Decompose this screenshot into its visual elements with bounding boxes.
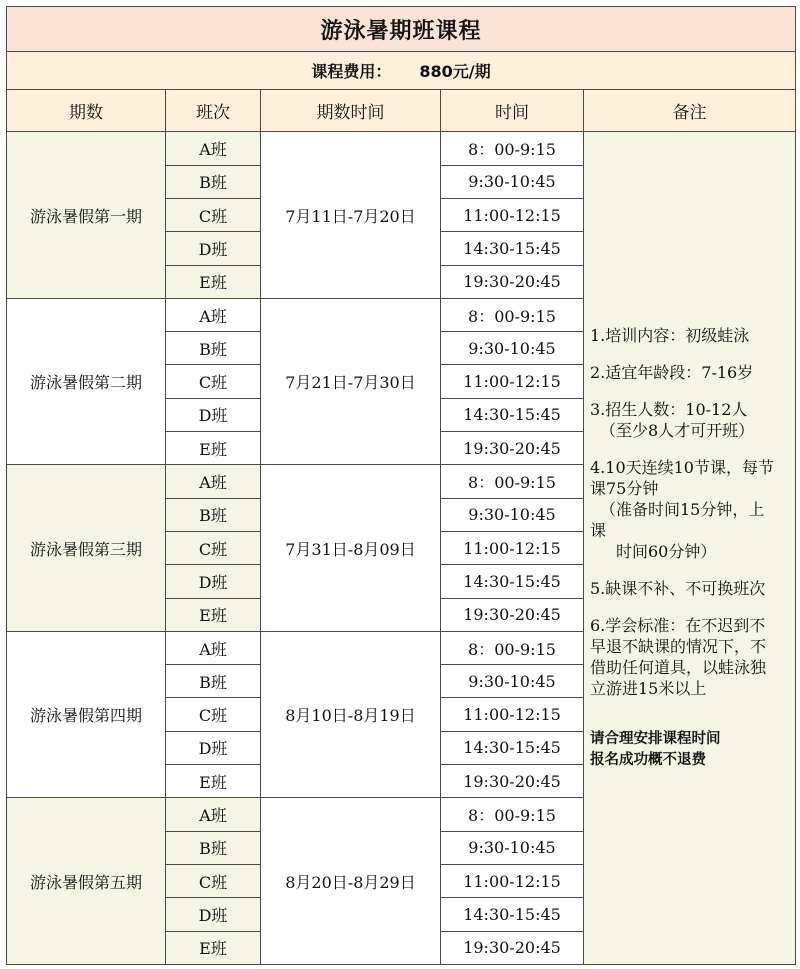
header-session: 期数 [7,90,166,132]
class-label: B班 [166,831,261,864]
class-time: 14:30-15:45 [441,565,584,598]
session-name: 游泳暑假第一期 [7,132,166,298]
class-label: E班 [166,931,261,964]
class-time: 8：00-9:15 [441,132,584,165]
class-label: C班 [166,864,261,897]
note-line: 5.缺课不补、不可换班次 [590,579,766,599]
session-dates: 8月10日-8月19日 [261,631,441,797]
header-class: 班次 [166,90,261,132]
class-time: 9:30-10:45 [441,498,584,531]
class-time: 9:30-10:45 [441,165,584,198]
note-item [590,578,789,599]
class-time: 11:00-12:15 [441,531,584,564]
notes-cell [584,132,796,965]
note-item [590,325,789,346]
note-line: 2.适宜年龄段：7-16岁 [590,363,754,383]
class-label: D班 [166,398,261,431]
note-line: 6.学会标准：在不迟到不 [590,616,766,636]
important-notice [590,729,789,771]
class-label: A班 [166,798,261,831]
bold-note: 请合理安排课程时间 [590,731,721,748]
class-label: D班 [166,731,261,764]
note-line: 4.10天连续10节课，每节 [590,458,774,478]
note-line: （至少8人才可开班） [600,421,755,441]
class-time: 14:30-15:45 [441,731,584,764]
session-dates: 7月11日-7月20日 [261,132,441,298]
class-time: 19:30-20:45 [441,265,584,298]
class-time: 9:30-10:45 [441,831,584,864]
class-label: B班 [166,165,261,198]
note-line: 1.培训内容：初级蛙泳 [590,326,750,346]
header-time: 时间 [441,90,584,132]
page-title: 游泳暑期班课程 [7,7,796,52]
class-label: C班 [166,199,261,232]
session-name: 游泳暑假第二期 [7,298,166,464]
session-name: 游泳暑假第三期 [7,465,166,631]
header-notes: 备注 [584,90,796,132]
session-name: 游泳暑假第四期 [7,631,166,797]
note-line: 3.招生人数：10-12人 [590,400,748,420]
class-time: 8：00-9:15 [441,298,584,331]
class-time: 11:00-12:15 [441,864,584,897]
class-label: D班 [166,232,261,265]
class-label: D班 [166,565,261,598]
note-line: （准备时间15分钟，上 [600,500,765,520]
class-label: C班 [166,531,261,564]
fee-row [7,52,796,90]
fee-label: 课程费用： [311,62,392,82]
class-label: E班 [166,432,261,465]
class-label: A班 [166,298,261,331]
session-dates: 7月31日-8月09日 [261,465,441,631]
class-label: B班 [166,332,261,365]
class-time: 14:30-15:45 [441,398,584,431]
class-label: A班 [166,465,261,498]
class-label: E班 [166,765,261,798]
class-time: 19:30-20:45 [441,931,584,964]
course-fee [7,52,796,90]
note-line: 课75分钟 [590,479,659,499]
class-time: 19:30-20:45 [441,765,584,798]
class-time: 9:30-10:45 [441,332,584,365]
session-dates: 7月21日-7月30日 [261,298,441,464]
column-header-row [7,90,796,132]
class-label: B班 [166,665,261,698]
class-label: E班 [166,598,261,631]
title-row [7,7,796,52]
class-time: 8：00-9:15 [441,631,584,664]
class-time: 11:00-12:15 [441,698,584,731]
course-schedule-table [6,6,796,965]
class-label: A班 [166,132,261,165]
class-time: 8：00-9:15 [441,798,584,831]
class-time: 11:00-12:15 [441,199,584,232]
note-item [590,615,789,699]
class-label: A班 [166,631,261,664]
header-session-dates: 期数时间 [261,90,441,132]
fee-value: 880元/期 [419,62,491,82]
class-label: D班 [166,898,261,931]
note-line: 早退不缺课的情况下，不 [590,637,767,657]
note-line: 借助任何道具，以蛙泳独 [590,658,767,678]
class-label: C班 [166,365,261,398]
bold-note: 报名成功概不退费 [590,752,706,769]
table-row [7,132,796,165]
note-line: 时间60分钟） [616,542,717,562]
class-time: 14:30-15:45 [441,898,584,931]
class-time: 14:30-15:45 [441,232,584,265]
session-name: 游泳暑假第五期 [7,798,166,965]
note-item [590,399,789,441]
note-line: 课 [590,521,607,541]
class-time: 9:30-10:45 [441,665,584,698]
schedule-sheet [6,6,795,965]
class-time: 11:00-12:15 [441,365,584,398]
class-time: 19:30-20:45 [441,432,584,465]
note-item [590,362,789,383]
note-line: 立游进15米以上 [590,679,707,699]
session-dates: 8月20日-8月29日 [261,798,441,965]
class-label: C班 [166,698,261,731]
class-label: B班 [166,498,261,531]
note-item [590,457,789,562]
class-label: E班 [166,265,261,298]
class-time: 8：00-9:15 [441,465,584,498]
class-time: 19:30-20:45 [441,598,584,631]
